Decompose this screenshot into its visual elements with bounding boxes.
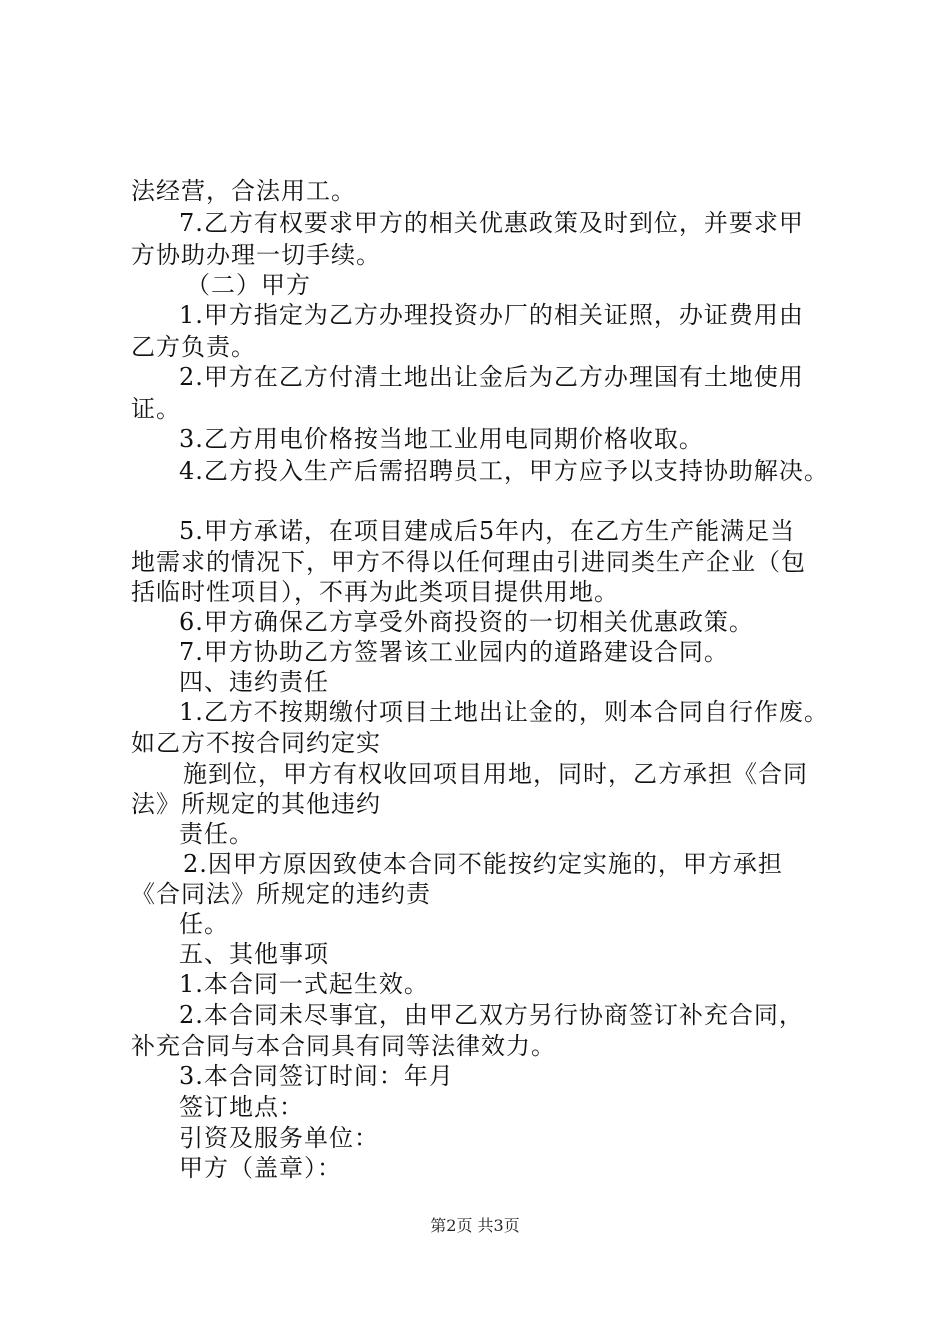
- text-line: 2.甲方在乙方付清土地出让金后为乙方办理国有土地使用: [179, 363, 804, 391]
- text-line: 5.甲方承诺，在项目建成后5年内，在乙方生产能满足当: [179, 517, 796, 545]
- text-line: 2.因甲方原因致使本合同不能按约定实施的，甲方承担: [183, 850, 783, 878]
- section-heading: 四、违约责任: [179, 668, 329, 696]
- text-line: 1.乙方不按期缴付项目土地出让金的，则本合同自行作废。: [179, 698, 829, 726]
- text-line: 方协助办理一切手续。: [131, 241, 381, 269]
- text-line: 1.甲方指定为乙方办理投资办厂的相关证照，办证费用由: [179, 301, 804, 329]
- text-line: 6.甲方确保乙方享受外商投资的一切相关优惠政策。: [179, 608, 754, 636]
- text-line: 补充合同与本合同具有同等法律效力。: [131, 1032, 556, 1060]
- text-line: 3.本合同签订时间：年月: [179, 1062, 454, 1090]
- text-line: 任。: [179, 910, 229, 938]
- text-line: 如乙方不按合同约定实: [131, 729, 381, 757]
- text-line: 法》所规定的其他违约: [131, 790, 381, 818]
- section-heading: （二）甲方: [186, 271, 311, 299]
- text-line: 证。: [131, 395, 181, 423]
- text-line: 施到位，甲方有权收回项目用地，同时，乙方承担《合同: [183, 760, 808, 788]
- page-footer: 第2页 共3页: [430, 1216, 520, 1235]
- text-line: 地需求的情况下，甲方不得以任何理由引进同类生产企业（包: [131, 548, 806, 576]
- text-line: 7.甲方协助乙方签署该工业园内的道路建设合同。: [179, 638, 729, 666]
- text-line: 括临时性项目），不再为此类项目提供用地。: [131, 578, 619, 606]
- text-line: 1.本合同一式起生效。: [179, 970, 429, 998]
- text-line: 2.本合同未尽事宜，由甲乙双方另行协商签订补充合同，: [179, 1001, 804, 1029]
- text-line: 7.乙方有权要求甲方的相关优惠政策及时到位，并要求甲: [179, 209, 804, 237]
- text-line: 引资及服务单位：: [179, 1124, 379, 1152]
- text-line: 3.乙方用电价格按当地工业用电同期价格收取。: [179, 425, 704, 453]
- text-line: 《合同法》所规定的违约责: [131, 880, 431, 908]
- text-line: 法经营，合法用工。: [131, 177, 356, 205]
- text-line: 4.乙方投入生产后需招聘员工，甲方应予以支持协助解决。: [179, 457, 829, 485]
- text-line: 乙方负责。: [131, 333, 256, 361]
- text-line: 签订地点：: [179, 1093, 304, 1121]
- text-line: 甲方（盖章）：: [179, 1154, 342, 1182]
- text-line: 责任。: [179, 820, 254, 848]
- section-heading: 五、其他事项: [179, 940, 329, 968]
